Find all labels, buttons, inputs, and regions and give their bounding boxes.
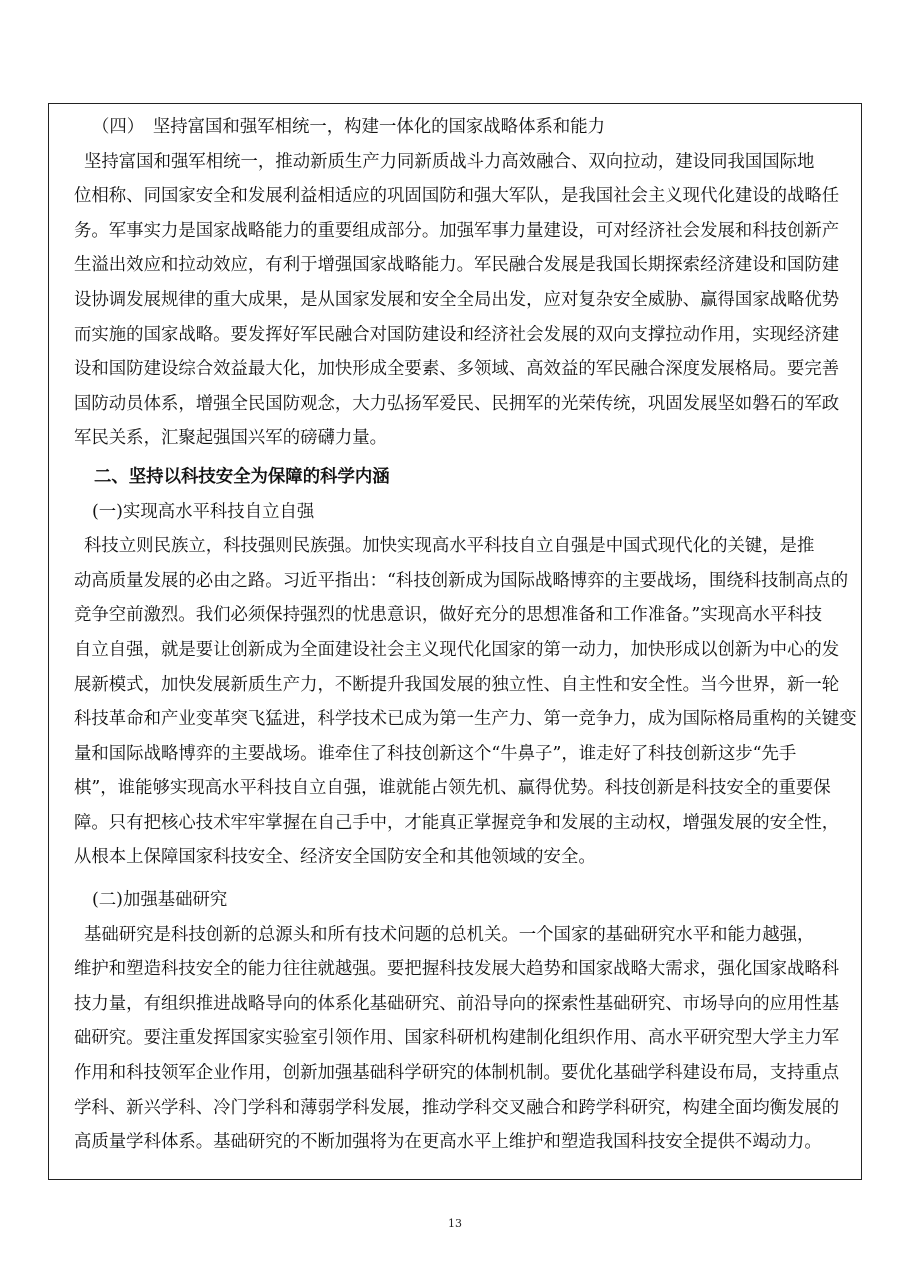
paragraph-line: 务。军事实力是国家战略能力的重要组成部分。加强军事力量建设，可对经济社会发展和科技创新产: [74, 220, 840, 241]
paragraph-line: 科技立则民族立，科技强则民族强。加快实现高水平科技自立自强是中国式现代化的关键，是推: [84, 536, 815, 557]
paragraph-line: 维护和塑造科技安全的能力往往就越强。要把握科技发展大趋势和国家战略大需求，强化国家战略科: [74, 959, 840, 980]
paragraph-line: 从根本上保障国家科技安全、经济安全国防安全和其他领域的安全。: [74, 847, 596, 868]
paragraph-line: 而实施的国家战略。要发挥好军民融合对国防建设和经济社会发展的双向支撑拉动作用，实现经济建: [74, 324, 840, 345]
paragraph-line: 生溢出效应和拉动效应，有利于增强国家战略能力。军民融合发展是我国长期探索经济建设和国防建: [74, 255, 840, 276]
paragraph-line: 棋”，谁能够实现高水平科技自立自强，谁就能占领先机、赢得优势。科技创新是科技安全的重要保: [74, 778, 831, 799]
paragraph-line: 量和国际战略博弈的主要战场。谁牵住了科技创新这个“牛鼻子”，谁走好了科技创新这步“先手: [74, 743, 797, 764]
page-number: 13: [448, 1217, 462, 1230]
paragraph-subsection-2: [74, 918, 864, 1160]
paragraph-line: 国防动员体系，增强全民国防观念，大力弘扬军爱民、民拥军的光荣传统，巩固发展坚如磐石的军政: [74, 393, 840, 414]
paragraph-line: 展新模式，加快发展新质生产力，不断提升我国发展的独立性、自主性和安全性。当今世界，新一轮: [74, 674, 840, 695]
section-heading-4: （四） 坚持富国和强军相统一，构建一体化的国家战略体系和能力: [92, 117, 606, 137]
paragraph-line: 位相称、同国家安全和发展利益相适应的巩固国防和强大军队，是我国社会主义现代化建设的战略任: [74, 186, 840, 207]
paragraph-line: 学科、新兴学科、冷门学科和薄弱学科发展，推动学科交叉融合和跨学科研究，构建全面均衡发展的: [74, 1097, 840, 1118]
paragraph-line: 作用和科技领军企业作用，创新加强基础科学研究的体制机制。要优化基础学科建设布局，支持重点: [74, 1063, 840, 1084]
document-body: [74, 110, 864, 1160]
paragraph-line: 自立自强，就是要让创新成为全面建设社会主义现代化国家的第一动力，加快形成以创新为中心的发: [74, 639, 840, 660]
paragraph-line: 坚持富国和强军相统一，推动新质生产力同新质战斗力高效融合、双向拉动，建设同我国国际地: [84, 151, 815, 172]
paragraph-line: 础研究。要注重发挥国家实验室引领作用、国家科研机构建制化组织作用、高水平研究型大学主力军: [74, 1028, 840, 1049]
paragraph-line: 竞争空前激烈。我们必须保持强烈的忧患意识，做好充分的思想准备和工作准备。”实现高水平科技: [74, 605, 822, 626]
subsection-heading-2: (二)加强基础研究: [92, 890, 228, 911]
paragraph-line: 设协调发展规律的重大成果，是从国家发展和安全全局出发，应对复杂安全威胁、赢得国家战略优势: [74, 289, 840, 310]
paragraph-line: 技力量，有组织推进战略导向的体系化基础研究、前沿导向的探索性基础研究、市场导向的应用性基: [74, 993, 840, 1014]
paragraph-line: 科技革命和产业变革突飞猛进，科学技术已成为第一生产力、第一竞争力，成为国际格局重构的关键变: [74, 709, 857, 730]
paragraph-subsection-1: [74, 529, 864, 875]
paragraph-line: 基础研究是科技创新的总源头和所有技术问题的总机关。一个国家的基础研究水平和能力越强，: [84, 924, 815, 945]
paragraph-line: 设和国防建设综合效益最大化，加快形成全要素、多领域、高效益的军民融合深度发展格局。要完善: [74, 359, 840, 380]
section-title-2: 二、坚持以科技安全为保障的科学内涵: [94, 466, 390, 487]
paragraph-line: 动高质量发展的必由之路。习近平指出：“科技创新成为国际战略博弈的主要战场，围绕科技制高点的: [74, 570, 849, 591]
paragraph-section-4: [74, 145, 864, 456]
paragraph-line: 障。只有把核心技术牢牢掌握在自己手中，才能真正掌握竞争和发展的主动权，增强发展的安全性，: [74, 812, 840, 833]
paragraph-line: 高质量学科体系。基础研究的不断加强将为在更高水平上维护和塑造我国科技安全提供不竭动力。: [74, 1132, 822, 1153]
paragraph-line: 军民关系，汇聚起强国兴军的磅礴力量。: [74, 428, 388, 449]
subsection-heading-1: (一)实现高水平科技自立自强: [92, 501, 315, 522]
